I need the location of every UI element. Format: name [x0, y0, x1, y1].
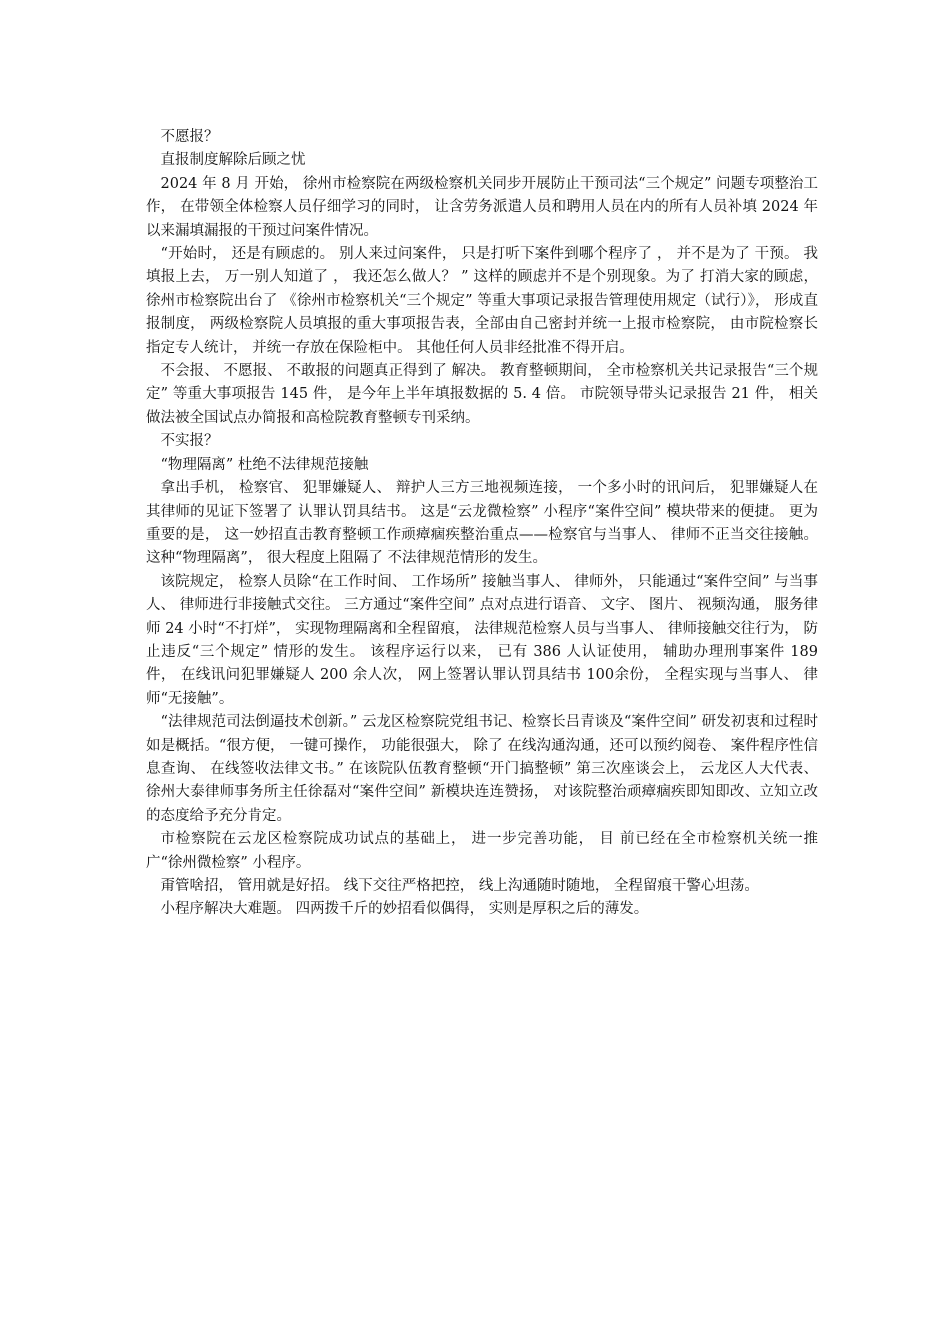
- section-heading-direct-report: 直报制度解除后顾之忧: [160, 152, 306, 169]
- paragraph-concerns: “开始时， 还是有顾虑的。 别人来过问案件， 只是打听下案件到哪个程序了 ， 并不是为了 干预。 我填报上去， 万一别人知道了 ， 我还怎么做人？ ” 这样的顾虑并不是个别现象。为了 打消大家的顾虑， 徐州市检察院出台了 《徐州市检察机关“三个规定” 等重大事项记录报告管理使用规定（试行）》， 形成直报制度， 两级检察院人员填报的重大事项报告表，全部由自己密封并统一上报市检察院， 由市院检察长指定专人统计， 并统一存放在保险柜中。 其他任何人员非经批准不得开启。: [146, 246, 818, 356]
- paragraph-tech-innovation: “法律规范司法倒逼技术创新。” 云龙区检察院党组书记、检察长吕青谈及“案件空间” 研发初衷和过程时如是概括。“很方便， 一键可操作， 功能很强大， 除了 在线沟通沟通，还可以预约阅卷、 案件程序性信息查询、 在线签收法律文书。” 在该院队伍教育整顿“开门搞整顿” 第三次座谈会上， 云龙区人大代表、 徐州大泰律师事务所主任徐磊对“案件空间” 新模块连连赞扬， 对该院整治顽瘴痼疾即知即改、立知立改的态度给予充分肯定。: [146, 714, 818, 824]
- paragraph-city-rollout: 市检察院在云龙区检察院成功试点的基础上， 进一步完善功能， 目 前已经在全市检察机关统一推广“徐州微检察” 小程序。: [146, 831, 818, 871]
- paragraph-question-unwilling: 不愿报？: [160, 129, 219, 145]
- paragraph-rectification-start: 2024 年 8 月 开始， 徐州市检察院在两级检察机关同步开展防止干预司法“三个规定” 问题专项整治工作， 在带领全体检察人员仔细学习的同时， 让含劳务派遣人员和聘用人员在内的所有人员补填 2024 年以来漏填漏报的干预过问案件情况。: [146, 175, 818, 239]
- paragraph-case-space-rules: 该院规定， 检察人员除“在工作时间、 工作场所” 接触当事人、 律师外， 只能通过“案件空间” 与当事人、 律师进行非接触式交往。 三方通过“案件空间” 点对点进行语音、 文字、 图片、 视频沟通， 服务律师 24 小时“不打烊”， 实现物理隔离和全程留痕， 法律规范检察人员与当事人、 律师接触交往行为， 防止违反“三个规定” 情形的发生。 该程序运行以来， 已有 386 人认证使用， 辅助办理刑事案件 189 件， 在线讯问犯罪嫌疑人 200 余人次， 网上签署认罪认罚具结书 100余份， 全程实现与当事人、 律师“无接触”。: [146, 573, 818, 707]
- paragraph-conclusion: 小程序解决大难题。 四两拨千斤的妙招看似偶得， 实则是厚积之后的薄发。: [160, 901, 649, 918]
- paragraph-question-untruthful: 不实报？: [160, 433, 219, 450]
- paragraph-results: 不会报、 不愿报、 不敢报的问题真正得到了 解决。 教育整顿期间， 全市检察机关共记录报告“三个规定” 等重大事项报告 145 件， 是今年上半年填报数据的 5. 4 倍。 市院领导带头记录报告 21 件， 相关做法被全国试点办简报和高检院教育整顿专刊采纳。: [146, 363, 818, 426]
- paragraph-video-interrogation: 拿出手机， 检察官、 犯罪嫌疑人、 辩护人三方三地视频连接， 一个多小时的讯问后， 犯罪嫌疑人在其律师的见证下签署了 认罪认罚具结书。 这是“云龙微检察” 小程序“案件空间” 模块带来的便捷。 更为重要的是， 这一妙招直击教育整顿工作顽瘴痼疾整治重点——检察官与当事人、 律师不正当交往接触。 这种“物理隔离”， 很大程度上阻隔了 不法律规范情形的发生。: [146, 480, 818, 567]
- section-heading-physical-isolation: “物理隔离” 杜绝不法律规范接触: [160, 456, 369, 473]
- paragraph-useful-methods: 甭管啥招， 管用就是好招。 线下交往严格把控， 线上沟通随时随地， 全程留痕干警心坦荡。: [160, 878, 759, 894]
- document-body: [146, 126, 818, 922]
